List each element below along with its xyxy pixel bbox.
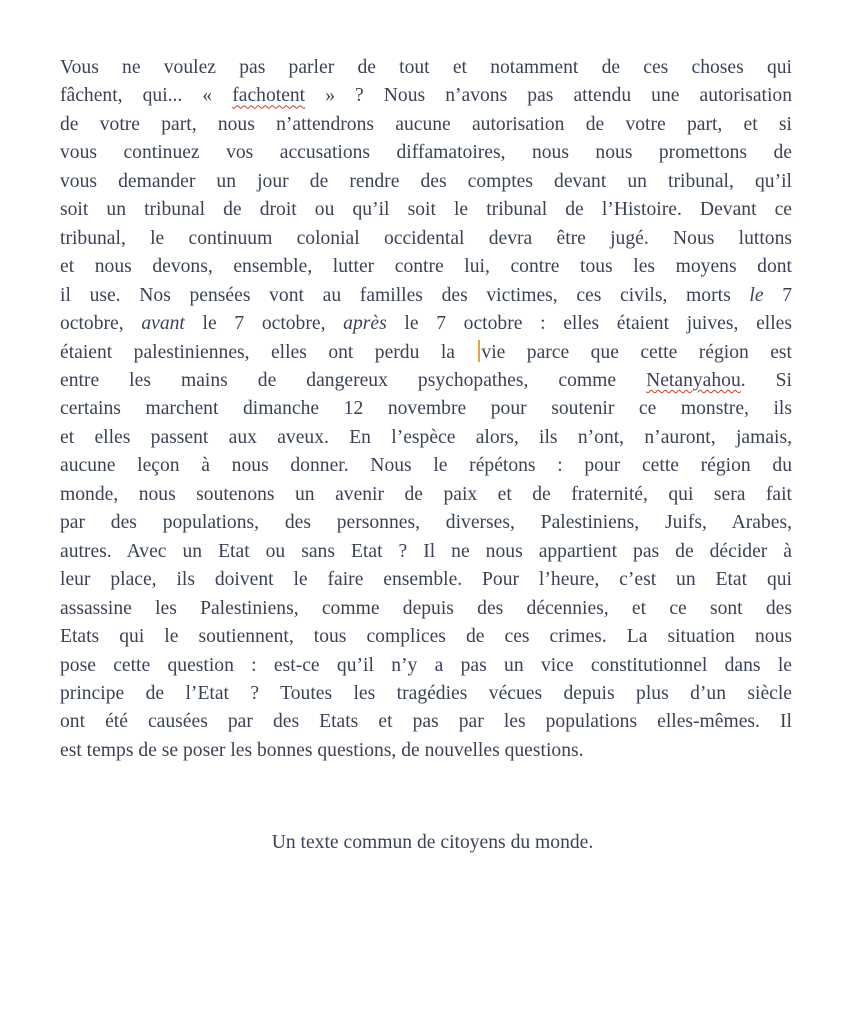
text-run: est temps de se poser les bonnes questions, de nouvelles questions. bbox=[60, 739, 584, 761]
italic-text: avant bbox=[141, 313, 185, 335]
italic-text: le bbox=[749, 284, 764, 306]
text-line bbox=[60, 708, 792, 736]
signature-line: Un texte commun de citoyens du monde. bbox=[271, 832, 594, 853]
text-line bbox=[60, 623, 792, 651]
italic-text: après bbox=[343, 313, 387, 335]
text-run: le 7 octobre, bbox=[184, 313, 344, 335]
text-line bbox=[60, 196, 792, 224]
text-line bbox=[60, 566, 792, 594]
text-run: soit un tribunal de droit ou qu’il soit le tribunal de l’Histoire. Devant ce bbox=[60, 199, 792, 221]
text-run: étaient palestiniennes, elles ont perdu la bbox=[60, 341, 477, 363]
text-line bbox=[60, 595, 792, 623]
text-run: aucune leçon à nous donner. Nous le répétons : pour cette région du bbox=[60, 455, 792, 477]
text-run: monde, nous soutenons un avenir de paix et de fraternité, qui sera fait bbox=[60, 483, 792, 505]
text-line bbox=[60, 111, 792, 139]
text-line bbox=[60, 282, 792, 310]
text-line bbox=[60, 139, 792, 167]
text-run: par des populations, des personnes, diverses, Palestiniens, Juifs, Arabes, bbox=[60, 512, 792, 534]
text-run: » ? Nous n’avons pas attendu une autorisation bbox=[305, 85, 793, 107]
text-run: il use. Nos pensées vont au familles des victimes, ces civils, morts bbox=[60, 284, 750, 306]
text-run: ont été causées par des Etats et pas par les populations elles-mêmes. Il bbox=[60, 711, 792, 733]
text-line bbox=[60, 82, 792, 110]
text-run: et elles passent aux aveux. En l’espèce alors, ils n’ont, n’auront, jamais, bbox=[60, 426, 792, 448]
text-run: principe de l’Etat ? Toutes les tragédies vécues depuis plus d’un siècle bbox=[60, 682, 792, 704]
text-line bbox=[60, 395, 792, 423]
text-line bbox=[60, 481, 792, 509]
text-run: de votre part, nous n’attendrons aucune autorisation de votre part, et si bbox=[60, 113, 792, 135]
text-run: Vous ne voulez pas parler de tout et notamment de ces choses qui bbox=[60, 57, 792, 78]
text-run: vous demander un jour de rendre des comptes devant un tribunal, qu’il bbox=[60, 170, 792, 192]
text-run: vie parce que cette région est bbox=[481, 341, 793, 363]
text-line bbox=[60, 424, 792, 452]
text-line bbox=[60, 737, 792, 765]
text-run: entre les mains de dangereux psychopathes, comme bbox=[60, 369, 647, 391]
text-run: certains marchent dimanche 12 novembre pour soutenir ce monstre, ils bbox=[60, 398, 792, 420]
text-run: tribunal, le continuum colonial occidental devra être jugé. Nous luttons bbox=[60, 227, 792, 249]
text-run: leur place, ils doivent le faire ensemble. Pour l’heure, c’est un Etat qui bbox=[60, 569, 792, 591]
text-run: autres. Avec un Etat ou sans Etat ? Il ne nous appartient pas de décider à bbox=[60, 540, 792, 562]
text-line bbox=[60, 310, 792, 338]
text-line bbox=[60, 339, 792, 367]
text-run: pose cette question : est-ce qu’il n’y a pas un vice constitutionnel dans le bbox=[60, 654, 792, 676]
text-run: Etats qui le soutiennent, tous complices de ces crimes. La situation nous bbox=[60, 626, 792, 648]
text-run: assassine les Palestiniens, comme depuis des décennies, et ce sont des bbox=[60, 597, 792, 619]
text-line bbox=[60, 367, 792, 395]
misspelled-word: fachotent bbox=[232, 85, 306, 107]
text-run: et nous devons, ensemble, lutter contre lui, contre tous les moyens dont bbox=[60, 256, 792, 278]
text-run: . Si bbox=[740, 369, 793, 391]
text-line bbox=[60, 168, 792, 196]
text-run: 7 bbox=[763, 284, 792, 306]
text-line bbox=[60, 509, 792, 537]
text-run: vous continuez vos accusations diffamatoires, nous nous promettons de bbox=[60, 142, 792, 164]
body-paragraph[interactable] bbox=[60, 54, 792, 765]
text-line bbox=[60, 54, 792, 82]
text-line bbox=[60, 680, 792, 708]
text-line bbox=[60, 452, 792, 480]
text-run: le 7 octobre : elles étaient juives, elles bbox=[386, 313, 792, 335]
misspelled-word: Netanyahou bbox=[646, 369, 741, 391]
text-line bbox=[60, 538, 792, 566]
text-line bbox=[60, 253, 792, 281]
text-line bbox=[60, 225, 792, 253]
text-run: fâchent, qui... « bbox=[60, 85, 233, 107]
text-run: octobre, bbox=[60, 313, 142, 335]
text-line bbox=[60, 652, 792, 680]
